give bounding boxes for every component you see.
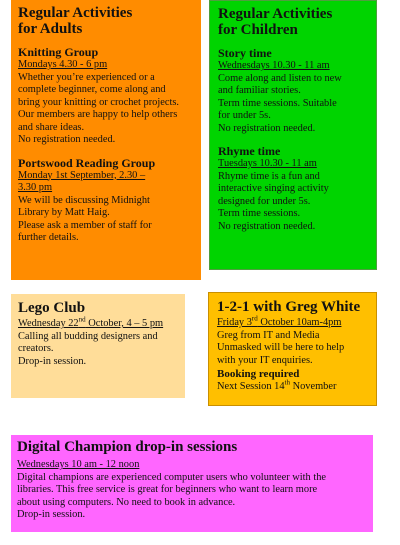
lego-desc-3: Drop-in session. [18,355,87,367]
rhyme-desc-5: No registration needed. [218,220,316,232]
story-desc-3: Term time sessions. Suitable [218,97,337,109]
digital-desc-4: Drop-in session. [17,509,86,520]
knitting-title: Knitting Group [18,45,99,59]
greg-next-suffix: th [284,378,290,387]
rhyme-desc-3: designed for under 5s. [218,195,311,207]
lego-title: Lego Club [18,300,86,316]
reading-desc-2: Library by Matt Haig. [18,207,110,218]
story-desc-4: for under 5s. [218,110,271,121]
greg-next-rest: November [290,381,337,392]
greg-desc-1: Greg from IT and Media [217,329,320,341]
story-time: Wednesdays 10.30 - 11 am [218,60,330,71]
knitting-desc-5: and share ideas. [18,121,85,133]
story-title: Story time [218,46,272,60]
knitting-desc-6: No registration needed. [18,134,116,145]
lego-time [18,315,178,331]
digital-time: Wednesdays 10 am - 12 noon [17,459,140,470]
lego-time-date: Wednesday 22 [18,318,79,329]
reading-title: Portswood Reading Group [18,155,156,170]
greg-desc-2: Unmasked will be here to help [217,342,345,353]
rhyme-desc-4: Term time sessions. [218,208,301,219]
knitting-desc-4: Our members are happy to help others [18,109,178,120]
greg-desc-3: with your IT enquiries. [217,354,313,366]
greg-time-suffix: rd [251,314,258,323]
knitting-desc-2: complete beginner, come along and [18,84,166,95]
lego-desc-2: creators. [18,343,54,354]
reading-desc-3: Please ask a member of staff for [18,219,152,231]
greg-booking: Booking required [217,368,300,380]
lego-time-suffix: nd [78,315,86,324]
story-desc-2: and familiar stories. [218,85,301,96]
children-title-line1: Regular Activities [218,6,333,22]
children-activities-panel [209,0,377,270]
greg-white-panel [208,292,377,406]
lego-time-rest: October, 4 – 5 pm [85,318,164,329]
digital-desc-2: libraries. This free service is great for beginners who want to learn more [17,484,318,495]
rhyme-time: Tuesdays 10.30 - 11 am [218,158,317,169]
reading-desc-1: We will be discussing Midnight [18,194,150,206]
knitting-desc-1: Whether you’re experienced or a [18,71,155,83]
greg-time-rest: October 10am-4pm [257,317,342,328]
children-title [218,6,369,38]
greg-time-date: Friday 3 [217,317,252,328]
knitting-time: Mondays 4.30 - 6 pm [18,59,108,70]
greg-time [217,314,369,330]
adults-title-line2: for Adults [18,21,83,37]
children-title-line2: for Children [218,22,298,38]
rhyme-desc-1: Rhyme time is a fun and [218,170,320,182]
story-desc-1: Come along and listen to new [218,72,342,84]
digital-desc-3: about using computers. No need to book in advance. [17,496,236,508]
knitting-desc-3: bring your knitting or crochet projects. [18,96,180,108]
digital-champion-panel [11,435,373,532]
adults-title [18,5,194,37]
reading-time-1: Monday 1st September, 2.30 – [18,169,146,181]
reading-desc-4: further details. [18,232,79,243]
rhyme-title: Rhyme time [218,144,281,158]
reading-time-2: 3.30 pm [18,182,53,193]
digital-desc-1: Digital champions are experienced computer users who volunteer with the [17,471,327,483]
adults-title-line1: Regular Activities [18,5,133,21]
story-desc-5: No registration needed. [218,122,316,134]
rhyme-desc-2: interactive singing activity [218,183,329,194]
lego-desc-1: Calling all budding designers and [18,330,158,342]
digital-title: Digital Champion drop-in sessions [17,439,238,455]
lego-club-panel [11,294,185,398]
adults-activities-panel [11,0,201,280]
greg-next-session [217,378,369,394]
greg-title: 1-2-1 with Greg White [217,299,361,315]
greg-next-date: Next Session 14 [217,381,285,392]
